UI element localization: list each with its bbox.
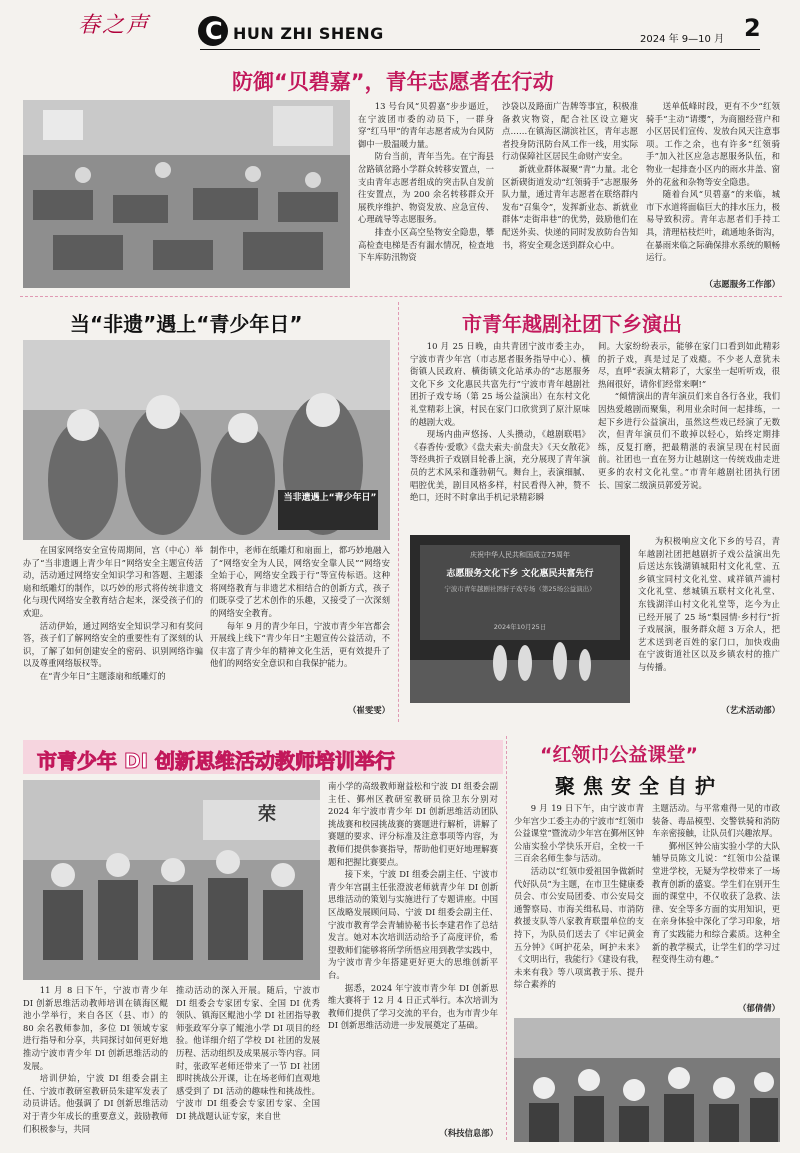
paragraph: 在国家网络安全宣传周期间，宫（中心）举办了“当非遗遇上青少年日”网络安全主题宣传活动，活动通过网络安全知识学习和答题、主题漆扇和纸雕灯的制作，以巧妙的形式将传统非遗文化与现代网络安全教育结合起来，深受孩子们的欢迎。 xyxy=(23,545,203,618)
issue-date: 2024 年 9—10 月 xyxy=(640,34,725,45)
article4-photo-sign: 荣 xyxy=(258,804,276,825)
paragraph: 主题活动。与平常难得一见的市政装备、毒品模型、交警铁骑和消防车亲密接触，让队员们兴趣浓厚。 xyxy=(652,803,780,839)
article3-photo-date: 2024年10月25日 xyxy=(493,623,547,631)
article2-photo xyxy=(23,340,390,540)
article2-col1 xyxy=(23,544,203,716)
article3-signature: （艺术活动部） xyxy=(721,705,780,715)
article3-photo-banner-line2: 志愿服务文化下乡 文化惠民共富先行 xyxy=(446,569,594,579)
page-number: 2 xyxy=(744,14,761,42)
article4-col2 xyxy=(176,984,320,1139)
divider xyxy=(506,736,507,1140)
article2-col2 xyxy=(210,544,390,704)
paragraph: 间。大家纷纷表示，能够在家门口看到如此精彩的折子戏，真是过足了戏瘾。不少老人意犹未尽，直呼“表演太精彩了，大家坐一起听听戏，很热闹很好，请你们经常来啊!” xyxy=(598,341,780,389)
divider xyxy=(20,296,782,297)
article1-signature: （志愿服务工作部） xyxy=(704,279,780,289)
article4-col3 xyxy=(328,780,498,1126)
paragraph: 随着台风“贝碧嘉”的来临，城市下水道将面临巨大的排水压力，极易导致积涝。青年志愿者们手持工具，清理枯枝烂叶，疏通地条街沟，在暴雨来临之际确保排水系统的顺畅运行。 xyxy=(646,189,780,263)
paragraph: “倾情演出的青年演员们来自各行各业，我们因热爱越剧而聚集，利用业余时间一起排练，一起下乡进行公益演出，虽然这些戏已经演了无数次，但青年演员们不敢掉以轻心，始终定期排练，反复打磨，把最精湛的表演呈现在村民面前。社团也一直在努力让越剧这一传统戏曲走进更多的农村文化礼堂。”市青年越剧社团执行团长、国家二级演员郭爱芳说。 xyxy=(598,391,780,490)
paragraph: 每年 9 月的青少年日，宁波市青少年宫都会开展线上线下“青少年日”主题宣传公益活动，不仅丰富了青少年的精神文化生活，更有效提升了他们的网络安全意识和自我保护能力。 xyxy=(210,620,390,669)
article3-photo-banner-line3: 宁波市青年越剧社团折子戏专场（第25场公益演出） xyxy=(444,585,596,593)
article4-col1 xyxy=(23,984,168,1139)
paragraph: 据悉，2024 年宁波市青少年 DI 创新思维大赛将于 12 月 4 日正式举行。本次培训为教师们提供了学习交流的平台，也为市青少年 DI 创新思维活动进一步发展奠定了基础。 xyxy=(328,982,498,1031)
masthead-rule xyxy=(200,49,760,50)
paragraph: 新就业群体凝聚“青”力量。北仑区新碶街道发动“红领骑手”志愿服务队力量，通过青年志愿者在联络群内发布“召集令”，发挥新业态、新就业群体“走街串巷”的优势，鼓励他们在配送外卖、快递的同时发放防台告知书，将安全观念送到群众心中。 xyxy=(502,163,638,250)
paragraph: 为积极响应文化下乡的号召，青年越剧社团把越剧折子戏公益演出先后送达东钱湖镇城阳村文化礼堂、五乡镇宝同村文化礼堂、咸祥镇芦浦村文化礼堂、慈城镇五联村文化礼堂、东钱湖洋山村文化礼堂等，迄今为止已经开展了 25 场“梨园情·乡村行”折子戏展演，服务群众超 3 万余人，把艺术送到老百姓的家门口，加快戏曲在宁波街道社区以及乡镇农村的推广与传播。 xyxy=(638,536,780,672)
article5-photo xyxy=(514,1018,780,1142)
article1-col2 xyxy=(502,100,638,290)
article4-title: 市青少年 DI 创新思维活动教师培训举行 xyxy=(37,749,395,773)
paragraph: 沙袋以及路面广告牌等事宜，积极准备救灾物资，配合社区设立避灾点……在镇海区湖滨社区，青年志愿者投身防汛防台风工作一线，用实际行动保障社区居民生命财产安全。 xyxy=(502,101,638,162)
paragraph: 接下来，宁波 DI 组委会副主任、宁波市青少年宫副主任张澄波老师就青少年 DI 创新思维活动的策划与实施进行了专题讲座。中国区战略发展顾问局、宁波 DI 组委会副主任、宁波市教育学会青辅协秘书长李建君作了总结发言。她对本次培训活动给予了高度评价，希望教师们能够将所学所悟应用到教学实践中，为宁波市青少年搭建更好更大的思维创新平台。 xyxy=(328,869,498,980)
article4-title-banner xyxy=(23,740,503,774)
article3-title: 市青年越剧社团下乡演出 xyxy=(462,312,682,336)
paragraph: 10 月 25 日晚，由共青团宁波市委主办，宁波市青少年宫（市志愿者服务指导中心）、横街镇人民政府、横街镇文化站承办的“志愿服务文化下乡 文化惠民共富先行”宁波市青年越剧社团折子戏专场（第 25 场公益演出）在东村文化礼堂精彩上演，村民在家门口欣赏到了原汁原味的越剧大戏。 xyxy=(410,341,590,427)
paragraph: 13 号台风“贝碧嘉”步步逼近，在宁波团市委的动员下，一群身穿“红马甲”的青年志愿者成为台风防御中一股温暖力量。 xyxy=(358,101,494,149)
article5-title-line2: 聚焦安全自护 xyxy=(555,774,723,798)
article2-photo-banner: 当非遗遇上“青少年日” xyxy=(283,493,377,503)
paragraph: 制作中，老师在纸雕灯和扇面上，都巧妙地融入了“网络安全为人民，网络安全靠人民”“网络安全始于心，网络安全践于行”等宣传标语。这种将网络教育与非遗艺术相结合的创新方式，孩子们既享受了艺术创作的乐趣，又接受了一次深刻的网络安全教育。 xyxy=(210,545,390,618)
paragraph: 在“青少年日”主题漆扇和纸雕灯的 xyxy=(39,670,166,681)
brand-letter: C xyxy=(205,17,223,45)
article4-signature: （科技信息部） xyxy=(439,1128,498,1138)
paragraph: 活动伊始，通过网络安全知识学习和有奖问答，孩子们了解网络安全的重要性有了深刻的认识，了解了如何创建安全的密码、识别网络诈骗以及尊重网络版权等。 xyxy=(23,620,203,669)
paragraph: 南小学的高级教师谢益松和宁波 DI 组委会副主任、鄞州区教研室教研员徐卫东分别对 2024 年宁波市青少年 DI 创新思维活动团队挑战赛和校园挑战赛的赛题进行解析，讲解了赛题的要求、评分标准及注意事项等内容，为教师们提供参赛指导，帮助他们更好地理解赛题和把握比赛要点。 xyxy=(328,781,498,867)
article5-signature: （郁倩倩） xyxy=(738,1003,780,1013)
paragraph: 排查小区高空坠物安全隐患，攀高检查电梯是否有漏水情况，检查地下车库防汛物资 xyxy=(358,226,494,263)
paragraph: 现场内曲声悠扬、人头攒动，《越剧联唱》《春香传·爱歌》《盘夫索夫·前盘夫》《天女散花》等经典折子戏剧目轮番上演，充分展现了青年演员的艺术风采和蓬勃朝气。舞台上，表演细腻、唱腔优美，剧目风格多样，村民看得入神，赞不绝口，还时不时拿出手机记录精彩瞬 xyxy=(410,429,590,503)
article1-photo xyxy=(23,100,350,288)
paragraph: 鄞州区钟公庙实验小学的大队辅导员陈文儿说：“红领巾公益课堂进学校，无疑为学校带来了一场教育创新的盛宴。学生们在别开生面的课堂中，不仅收获了急救、法律、安全等多方面的实用知识，更在亲身体验中深化了学习印象，培育了实践能力和综合素质。这种全新的教学模式，让学生们的学习过程变得生动有趣。” xyxy=(652,840,780,965)
article2-title: 当“非遗”遇上“青少年日” xyxy=(70,312,303,336)
paragraph: 推动活动的深入开展。随后，宁波市 DI 组委会专家团专家、全国 DI 优秀领队、镇海区鲲池小学 DI 社团指导教师张政军分享了鲲池小学 DI 项目的经验。他详细介绍了学校 DI 社团的发展历程、活动组织及成果展示等内容。同时，张政军老师还带来了一节 DI 社团即时挑战公开课，让在场老师们直观地感受到了 DI 活动的趣味性和挑战性。宁波市 DI 组委会专家团专家、全国 DI 挑战题认证专家，来自世 xyxy=(176,985,320,1121)
paragraph: 活动以“红领巾爱祖国争做新时代好队员”为主题，在市卫生健康委员会、市公安局团委、市公安局交通警察局、市海关缉私局、市消防救援支队等八家教育联盟单位的支持下，为队员们送去了《牢记黄金五分钟》《呵护花朵，呵护未来》《文明出行，我能行》《建设有我，未来有我》等八项寓教于乐、提升综合素养的 xyxy=(514,865,644,990)
article3-photo-banner-line1: 庆祝中华人民共和国成立75周年 xyxy=(470,551,570,559)
article3-col2 xyxy=(598,340,780,530)
article5-col1 xyxy=(514,802,644,1012)
article1-col1 xyxy=(358,100,494,290)
article3-col3 xyxy=(638,535,780,701)
paragraph: 防台当前，青年当先。在宁海县岔路镇岔路小学群众转移安置点，一支由青年志愿者组成的突击队自发前往安置点，为 200 余名转移群众开展秩序维护、物资发放、应急宣传、心理疏导等志愿服务。 xyxy=(358,151,494,225)
article5-title-line1: “红领巾公益课堂” xyxy=(540,744,698,766)
paragraph: 9 月 19 日下午，由宁波市青少年宫少工委主办的宁波市“红领巾公益课堂”暨流动少年宫在鄞州区钟公庙实验小学快乐开启，全校一千三百余名师生参与活动。 xyxy=(514,803,644,864)
article1-col3 xyxy=(646,100,780,278)
masthead xyxy=(0,0,800,62)
article1-title: 防御“贝碧嘉”，青年志愿者在行动 xyxy=(232,70,554,94)
paragraph: 送单低峰时段，更有不少“红领骑手”主动“请缨”，为商圈经营户和小区居民们宣传、发放台风天注意事项。工作之余，也有许多“红领骑手”加入社区应急志愿服务队伍，和物业一起排查小区内的雨水井盖、窗外的花盆和杂物等安全隐患。 xyxy=(646,101,780,187)
brand-name: HUN ZHI SHENG xyxy=(233,24,384,43)
paragraph: 培训伊始，宁波 DI 组委会副主任、宁波市教研室教研员朱建军发表了动员讲话。他强调了 DI 创新思维活动对于青少年成长的重要意义，鼓励教师们积极参与，共同 xyxy=(23,1073,168,1134)
article2-signature: （崔雯雯） xyxy=(348,705,390,715)
divider xyxy=(398,302,399,722)
brand-script: 春之声 xyxy=(78,13,151,38)
article3-photo xyxy=(410,535,630,703)
article5-col2 xyxy=(652,802,780,1002)
paragraph: 11 月 8 日下午，宁波市青少年 DI 创新思维活动教师培训在镇海区鲲池小学举行，来自各区（县、市）的 80 余名教师参加，多位 DI 领域专家进行指导和分享，共同探讨如何更好地推动宁波市青少年 DI 创新思维活动的发展。 xyxy=(23,985,168,1071)
article3-col1 xyxy=(410,340,590,530)
